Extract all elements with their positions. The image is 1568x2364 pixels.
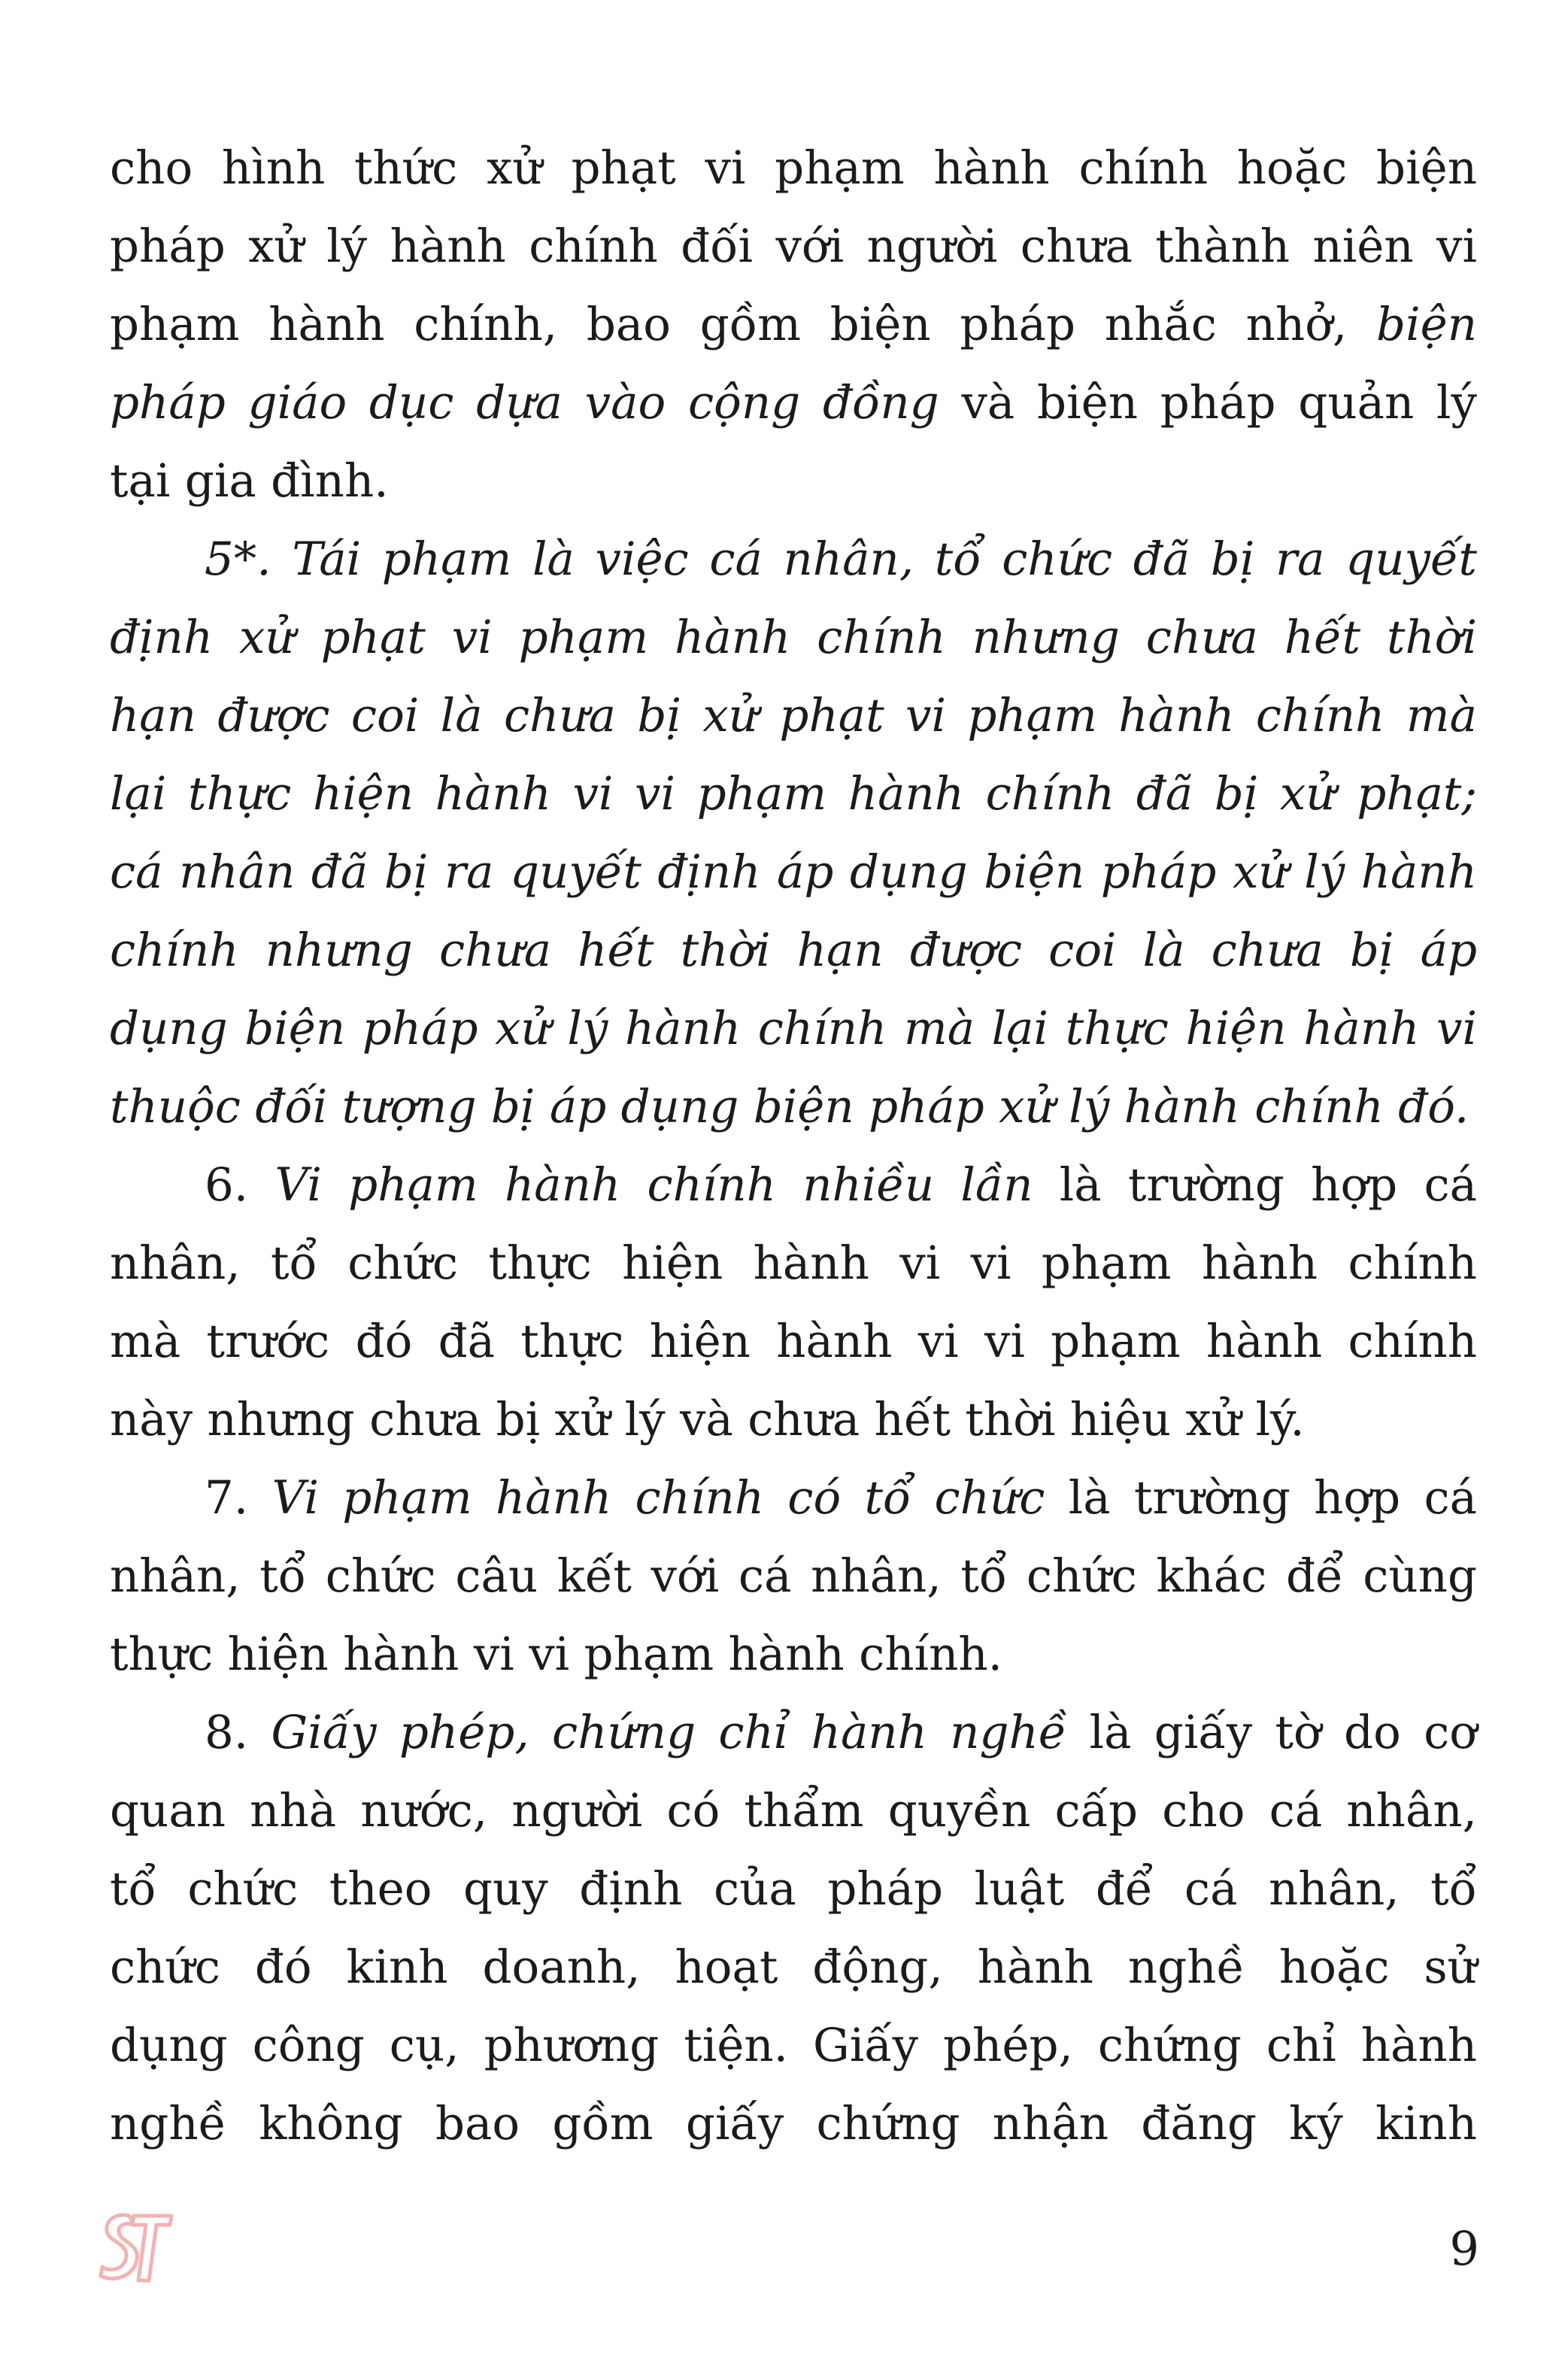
text-line xyxy=(110,1929,1477,2007)
text-segment: 8. xyxy=(205,1706,271,1759)
text-segment: pháp xử lý hành chính đối với người chưa thành niên vi xyxy=(110,220,1477,273)
text-line xyxy=(110,286,1477,364)
text-segment: nghề không bao gồm giấy chứng nhận đăng ký kinh xyxy=(110,2097,1477,2150)
text-segment: cho hình thức xử phạt vi phạm hành chính hoặc biện xyxy=(110,141,1477,195)
italic-text-segment: hạn được coi là chưa bị xử phạt vi phạm hành chính mà xyxy=(110,689,1477,742)
publisher-logo-icon xyxy=(96,2205,176,2288)
text-segment: là giấy tờ do cơ xyxy=(1066,1706,1477,1759)
italic-text-segment: cá nhân đã bị ra quyết định áp dụng biện pháp xử lý hành xyxy=(110,845,1477,899)
text-line xyxy=(110,520,1477,599)
text-line xyxy=(110,1303,1477,1381)
text-line xyxy=(110,1850,1477,1929)
italic-text-segment: định xử phạt vi phạm hành chính nhưng chưa hết thời xyxy=(110,611,1477,664)
text-line xyxy=(110,1381,1477,1459)
text-segment: 7. xyxy=(205,1471,272,1525)
text-segment: là trường hợp cá xyxy=(1045,1471,1477,1525)
text-line xyxy=(110,599,1477,677)
text-segment: nhân, tổ chức thực hiện hành vi vi phạm hành chính xyxy=(110,1237,1477,1290)
text-segment: thực hiện hành vi vi phạm hành chính. xyxy=(110,1628,1003,1681)
italic-text-segment: Giấy phép, chứng chỉ hành nghề xyxy=(271,1706,1067,1759)
text-line xyxy=(110,1224,1477,1303)
text-line xyxy=(110,129,1477,208)
italic-text-segment: thuộc đối tượng bị áp dụng biện pháp xử lý hành chính đó. xyxy=(110,1080,1469,1133)
text-segment: 6. xyxy=(205,1158,275,1212)
text-line xyxy=(110,990,1477,1068)
italic-text-segment: Vi phạm hành chính có tổ chức xyxy=(271,1471,1045,1525)
text-segment: là trường hợp cá xyxy=(1033,1158,1477,1212)
text-segment: tổ chức theo quy định của pháp luật để cá nhân, tổ xyxy=(110,1862,1477,1916)
page-number: 9 xyxy=(1449,2221,1479,2276)
text-line xyxy=(110,1459,1477,1537)
italic-text-segment: biện xyxy=(1376,298,1477,351)
document-body xyxy=(110,129,1477,2163)
text-line xyxy=(110,2007,1477,2085)
text-line xyxy=(110,755,1477,833)
text-segment: nhân, tổ chức câu kết với cá nhân, tổ chức khác để cùng xyxy=(110,1549,1477,1603)
italic-text-segment: pháp giáo dục dựa vào cộng đồng xyxy=(110,376,939,429)
text-line xyxy=(110,677,1477,755)
italic-text-segment: dụng biện pháp xử lý hành chính mà lại thực hiện hành vi xyxy=(110,1002,1477,1055)
text-segment: này nhưng chưa bị xử lý và chưa hết thời hiệu xử lý. xyxy=(110,1393,1305,1446)
text-segment: tại gia đình. xyxy=(110,454,389,508)
italic-text-segment: lại thực hiện hành vi vi phạm hành chính đã bị xử phạt; xyxy=(110,767,1477,821)
text-segment: quan nhà nước, người có thẩm quyền cấp cho cá nhân, xyxy=(110,1784,1477,1837)
text-line xyxy=(110,442,1477,520)
text-line xyxy=(110,1694,1477,1772)
text-line xyxy=(110,1537,1477,1616)
text-line xyxy=(110,1146,1477,1224)
text-segment: mà trước đó đã thực hiện hành vi vi phạm hành chính xyxy=(110,1315,1477,1368)
italic-text-segment: chính nhưng chưa hết thời hạn được coi là chưa bị áp xyxy=(110,924,1477,977)
text-segment: phạm hành chính, bao gồm biện pháp nhắc nhở, xyxy=(110,298,1377,351)
italic-text-segment: Vi phạm hành chính nhiều lần xyxy=(274,1158,1033,1212)
text-line xyxy=(110,2085,1477,2163)
text-segment: chức đó kinh doanh, hoạt động, hành nghề hoặc sử xyxy=(110,1941,1477,1994)
text-line xyxy=(110,833,1477,912)
text-line xyxy=(110,1616,1477,1694)
text-segment: dụng công cụ, phương tiện. Giấy phép, chứng chỉ hành xyxy=(110,2019,1477,2072)
text-line xyxy=(110,1068,1477,1146)
italic-text-segment: 5*. Tái phạm là việc cá nhân, tổ chức đã bị ra quyết xyxy=(205,533,1477,586)
text-line xyxy=(110,364,1477,442)
text-line xyxy=(110,912,1477,990)
text-line xyxy=(110,1772,1477,1850)
text-segment: và biện pháp quản lý xyxy=(939,376,1477,429)
text-line xyxy=(110,208,1477,286)
